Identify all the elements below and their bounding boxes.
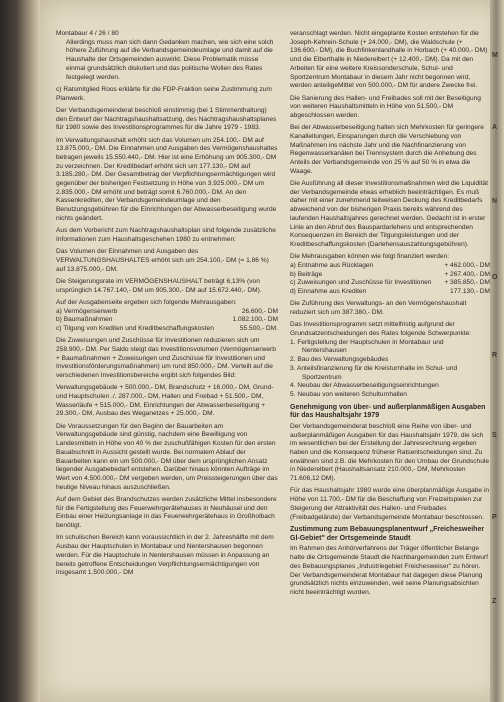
- paragraph: Die Steigerungsrate im VERMÖGENSHAUSHALT beträgt 6,13% (von ursprünglich 14.767.140,- DM um 905.300,- DM auf 15.672.440,- DM).: [56, 277, 262, 294]
- financing-value: 177.130,- DM: [450, 288, 490, 296]
- edge-tab: R: [492, 352, 498, 359]
- paragraph: Der Verbandsgemeinderat beschloß eine Reihe von über- und außerplanmäßigen Ausgaben für das Haushaltsjahr 1979, die sich im wesentlichen bei der Erstellung der Jahresrechnung ergeben haben und die Konsequenz früherer Ratsentscheidungen sind. Zu erwähnen sind z.B. die Mehrkosten für den Umbau der Grundschule in Niederelbert (Haushaltsansatz 210.000,- DM, Mehrkosten 71.606,12 DM).: [290, 422, 490, 483]
- paragraph: Für das Haushaltsjahr 1980 wurde eine überplanmäßige Ausgabe in Höhe von 11.700,- DM für die Beschaffung von Freizeitspielen zur Steigerung der Attraktivität des Hallen- und Freibades (Freibadgelände) der Verbandsgemeinde Montabaur beschlossen.: [290, 487, 490, 521]
- financing-value: + 462.000,- DM: [444, 261, 490, 269]
- financing-item: [290, 288, 490, 297]
- expense-label: c) Tilgung von Krediten und Kreditbeschaffungskosten: [56, 324, 214, 332]
- financing-item: [290, 279, 490, 288]
- paragraph: Im Rahmen des Anhörverfahrens der Träger öffentlicher Belange hatte die Ortsgemeinde Staudt die Nachbargemeinden zum Entwurf des Bebauungsplanes „Industriegebiet Freichesweiser" zu hören. Der Verbandsgemeinderat Montabaur hat dagegen diese Planung grundsätzlich nichts einzuwenden, weil seine Planungsabsichten nicht beeinträchtigt wurden.: [290, 545, 488, 596]
- book-binding: [0, 0, 40, 702]
- edge-tab: Z: [492, 598, 497, 605]
- expense-item: [56, 325, 278, 334]
- priority-item: 4. Neubau der Abwasserbeseitigungseinrichtungen: [290, 382, 439, 390]
- expense-label: b) Baumaßnahmen: [56, 316, 113, 324]
- section-header: Montabaur 4 / 26 / 80: [56, 30, 119, 37]
- paragraph: Im Verwaltungshaushalt erhöht sich das Volumen um 254.100,- DM auf 13.875.000,- DM. Die Einnahmen und Ausgaben des Vermögenshaushaltes betragen jeweils 15.550.440,- DM. Hier ist eine Erhöhung um 905.300,- DM zu verzeichnen. Der Kreditbedarf erhöht sich um 177.130,- DM auf 3.185.280,- DM. Der Gesamtbetrag der Verpflichtungsermächtigungen wird gegenüber der bisherigen Festsetzung in Höhe von 3.925.000,- DM um 2.835.000,- DM erhöht und beträgt somit 6.760.000,- DM. An den Kassenkrediten, der Verbandsgemeindeumlage und den Benutzungsgebühren für die Einrichtungen der Abwasserbeseitigung wurde nichts geändert.: [56, 136, 278, 222]
- paragraph: Verwaltungsgebäude + 500.000,- DM, Brandschutz + 16.000,- DM, Grund- und Hauptschulen ./. 287.000,- DM, Hallen und Freibad + 51.500,- DM, Wasserläufe + 515.000,- DM, Einrichtungen der Abwasserbeseitigung + 29.300,- DM, Ausbau des Weganetzes + 25.000,- DM.: [56, 384, 274, 418]
- edge-tab: S: [492, 432, 497, 439]
- paragraph: Die Zuführung des Verwaltungs- an den Vermögenshaushalt reduziert sich um 387.380,- DM.: [290, 300, 467, 317]
- edge-tab: O: [492, 274, 498, 281]
- page-edge-index: [490, 0, 504, 702]
- right-column: [290, 30, 490, 601]
- paragraph: Der Verbandsgemeinderat beschloß einstimmig (bei 1 Stimmenthaltung) den Entwurf der Nachtragshaushaltsatzung, des Nachtragshaushaltsplanes für 1980 sowie des Investitionsprogrammes für die Jahre 1979 - 1983.: [56, 106, 277, 132]
- priority-item: 3. Anteilsfinanzierung für die Kreisturnhalle im Schul- und Sportzentrum: [290, 364, 458, 381]
- financing-label: b) Beiträge: [290, 270, 323, 278]
- left-column: [56, 30, 278, 582]
- financing-item: [290, 271, 490, 280]
- financing-value: + 385.850,- DM: [444, 279, 490, 287]
- paragraph: Das Volumen der Einnahmen und Ausgaben des VERWALTUNGSHAUSHALTES erhöht sich um 254.100,- DM (= 1,86 %) auf 13.875.000,- DM.: [56, 248, 269, 273]
- paragraph: Die Sanierung des Hallen- und Freibades soll mit der Beseitigung von weiteren Haushaltsmitteln in Höhe von 51.500,- DM abgeschlossen werden.: [290, 94, 481, 119]
- section-heading: Genehmigung von über- und außerplanmäßigen Ausgaben für das Haushaltsjahr 1979: [290, 403, 486, 420]
- financing-item: [290, 262, 490, 271]
- paragraph: c) Ratsmitglied Roos erklärte für die FDP-Fraktion seine Zustimmung zum Planwerk.: [56, 85, 272, 102]
- priority-item: 5. Neubau von weiteren Schulturnhallen: [290, 390, 407, 398]
- paragraph: Die Zuweisungen und Zuschüsse für Investitionen reduzieren sich um 258.900,- DM. Per Saldo steigt das Investitionsvolumen (Vermögenserwerb + Baumaßnahmen + Zuweisungen und Zuschüsse für Investitionen und Investitionsförderungsmaßnahmen) um rund 850.000,- DM. Verteilt auf die verschiedenen Investitionsbereiche ergibt sich folgendes Bild:: [56, 337, 276, 380]
- edge-tab: P: [492, 514, 497, 521]
- edge-tab: N: [492, 198, 498, 205]
- priority-item: 2. Bau des Verwaltungsgebäudes: [290, 356, 389, 364]
- financing-label: d) Einnahme aus Krediten: [290, 288, 367, 296]
- priority-item: 1. Fertigstellung der Hauptschulen in Montabaur und Nentershausen: [290, 338, 444, 355]
- paragraph: Allerdings muss man sich dann Gedanken machen, wie sich eine solch höhere Zuführung auf die Verbandsgemeindeumlage und damit auf die Haushalte der Ortsgemeinden auswirkt. Diese Problematik müsse einmal grundsätzlich diskutiert und das politische Wollen des Rates festgelegt werden.: [66, 38, 274, 81]
- edge-tab: M: [492, 52, 498, 59]
- expense-item: [56, 308, 278, 317]
- expense-value: 26.600,- DM: [241, 307, 278, 315]
- paragraph: veranschlagt werden. Nicht eingeplante Kosten entstehen für die Joseph-Kehrein-Schule (+ 24.000,- DM), die Waldschule (+ 136.600,- DM), die Buchfinkenlandhalle in Horbach (+ 40.000,- DM) und die Elberthalle in Niederelbert (+ 12.400,- DM). Da mit den Arbeiten für eine weitere Kreissonderschule, Schul- und Sportzentrum Montabaur in diesem Jahr nicht begonnen wird, werden anteiligeMittel von 500.000,- DM für andere Zwecke frei.: [290, 30, 488, 90]
- financing-label: c) Zuweisungen und Zuschüsse für Investitionen: [290, 279, 432, 287]
- paragraph: Die Mehrausgaben können wie folgt finanziert werden:: [290, 253, 450, 261]
- paragraph: Die Voraussetzungen für den Beginn der Bauarbeiten am Verwaltungsgebäude sind günstig, nachdem eine Bewilligung von Landesmitteln in Höhe von 40 % der zuschußfähigen Kosten für den ersten Bauabschnitt in Aussicht gestellt wurde. Bei normalem Ablauf der Bauarbeiten kann ein um 500.000,- DM über dem ursprünglichen Ansatz liegender Ausgabebedarf entstehen. Darüber hinaus könnten Aufträge im Wert von 4.500.000,- DM vergeben werden, um Preissteigerungen über das heutige Niveau hinaus auszuschließen.: [56, 422, 278, 491]
- expense-item: [56, 316, 278, 325]
- paragraph: Die Ausführung all dieser Investitionsmaßnahmen wird die Liquidität der Verbandsgemeinde etwas erheblich beeinträchtigen. Es muß daher mit einer zunehmend teilweisen Deckung des Kreditbedarfs abweichend von der bisherigen Praxis bereits während des laufenden Haushaltsjahres gerechnet werden. Gedacht ist in erster Linie an den Abruf des Bauspardarlehens und entsprechenden Konsequenzen im Bereich der Tilgungsleistungen und der Kreditbeschaffungskosten (Darlehensauszahlungsgebühren).: [290, 180, 488, 248]
- paragraph: Das Investitionsprogramm setzt mittelfristig aufgrund der Grundsatzentscheidungen des Rates folgende Schwerpunkte:: [290, 321, 472, 338]
- expense-value: 55.500,- DM.: [239, 324, 278, 332]
- paragraph: Bei der Abwasserbeseitigung halten sich Mehrkosten für geringere Kanalleitungen, Einsparungen durch die Verschiebung von Maßnahmen ins nächste Jahr und die Nachfinanzierung von Regenwasserkanälen bei Trennsystem durch die Anhebung des Anteils der Verbandsgemeinde von 25 % auf 50 % in etwa die Waage.: [290, 124, 484, 175]
- edge-tab: A: [492, 124, 498, 131]
- paragraph: Im schulischen Bereich kann voraussichtlich in der 2. Jahreshälfte mit dem Ausbau der Hauptschulen in Montabaur und Nentershausen begonnen werden. Für die Hauptschule in Nentershausen müssen in Anpassung an bereits getroffene Entscheidungen Verpflichtungsermächtigungen von insgesamt 1.500.000,- DM: [56, 534, 274, 577]
- paragraph: Auf dem Gebiet des Brandschutzes werden zusätzliche Mittel insbesondere für die Fertigstellung des Feuerwehrgerätehauses in Neuhäusel und den Einbau einer Heizungsanlage in das Feuerwehrgerätehaus in Großholbach benötigt.: [56, 495, 277, 530]
- paragraph: Aus dem Vorbericht zum Nachtragshaushaltsplan sind folgende zusätzliche Informationen zum Haushaltsgeschehen 1980 zu entnehmen:: [56, 227, 276, 243]
- financing-label: a) Entnahme aus Rücklagen: [290, 261, 374, 269]
- section-heading: Zustimmung zum Bebauungsplanentwurf „Freichesweiher Gl-Gebiet" der Ortsgemeinde Staudt: [290, 526, 485, 542]
- expense-label: a) Vermögenserwerb: [56, 307, 118, 315]
- paragraph: Auf der Ausgabenseite ergeben sich folgende Mehrausgaben:: [56, 298, 237, 306]
- expense-value: 1.082.100,- DM: [232, 316, 278, 324]
- financing-value: + 267.400,- DM: [444, 270, 490, 278]
